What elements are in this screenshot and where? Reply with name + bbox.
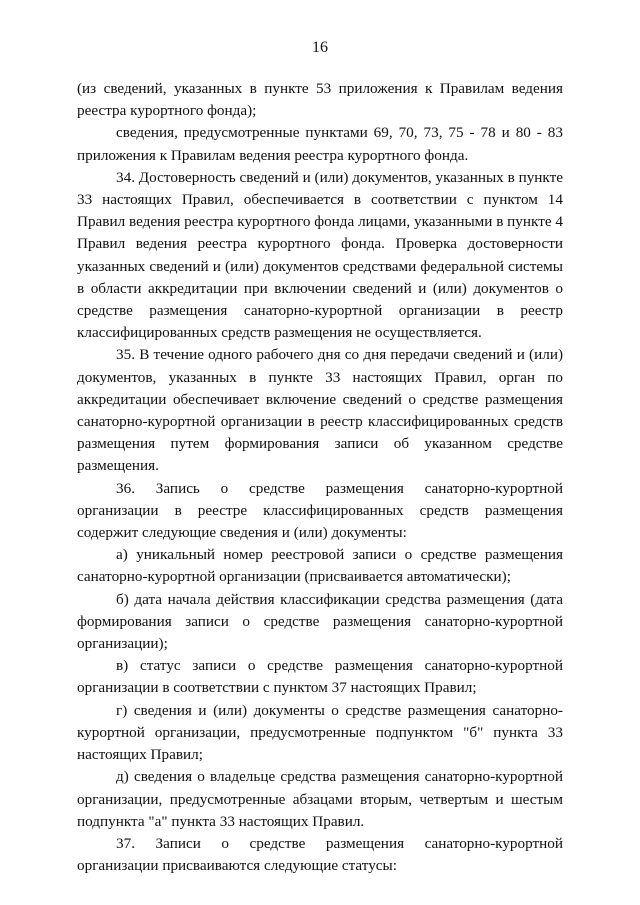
page-number: 16	[312, 39, 328, 56]
paragraph: д) сведения о владельце средства размещения санаторно-курортной организации, предусмотренные абзацами вторым, четвертым и шестым подпункта "а" пункта 33 настоящих Правил.	[77, 768, 563, 830]
paragraph: (из сведений, указанных в пункте 53 приложения к Правилам ведения реестра курортного фонда);	[77, 80, 563, 120]
paragraph: 34. Достоверность сведений и (или) документов, указанных в пункте 33 настоящих Правил, обеспечивается в соответствии с пунктом 14 Правил ведения реестра курортного фонда лицами, указанными в пункте 4 Правил ведения реестра курортного фонда. Проверка достоверности указанных сведений и (или) документов средствами федеральной системы в области аккредитации при включении сведений и (или) документов о средстве размещения санаторно-курортной организации в реестр классифицированных средств размещения не осуществляется.	[77, 168, 563, 342]
paragraph: 35. В течение одного рабочего дня со дня передачи сведений и (или) документов, указанных в пункте 33 настоящих Правил, орган по аккредитации обеспечивает включение сведений о средстве размещения санаторно-курортной организации в реестр классифицированных средств размещения путем формирования записи об указанном средстве размещения.	[77, 346, 563, 475]
paragraph: в) статус записи о средстве размещения санаторно-курортной организации в соответствии с пунктом 37 настоящих Правил;	[77, 657, 563, 697]
paragraph: сведения, предусмотренные пунктами 69, 70, 73, 75 - 78 и 80 - 83 приложения к Правилам ведения реестра курортного фонда.	[77, 124, 563, 164]
paragraph: 36. Запись о средстве размещения санаторно-курортной организации в реестре классифицированных средств размещения содержит следующие сведения и (или) документы:	[77, 479, 563, 542]
paragraph: а) уникальный номер реестровой записи о средстве размещения санаторно-курортной организации (присваивается автоматически);	[77, 546, 563, 586]
paragraph: 37. Записи о средстве размещения санаторно-курортной организации присваиваются следующие статусы:	[77, 834, 563, 875]
paragraph: б) дата начала действия классификации средства размещения (дата формирования записи о средстве размещения санаторно-курортной организации);	[77, 590, 563, 653]
paragraph: г) сведения и (или) документы о средстве размещения санаторно-курортной организации, предусмотренные подпунктом "б" пункта 33 настоящих Правил;	[77, 701, 563, 764]
document-body	[77, 78, 563, 877]
